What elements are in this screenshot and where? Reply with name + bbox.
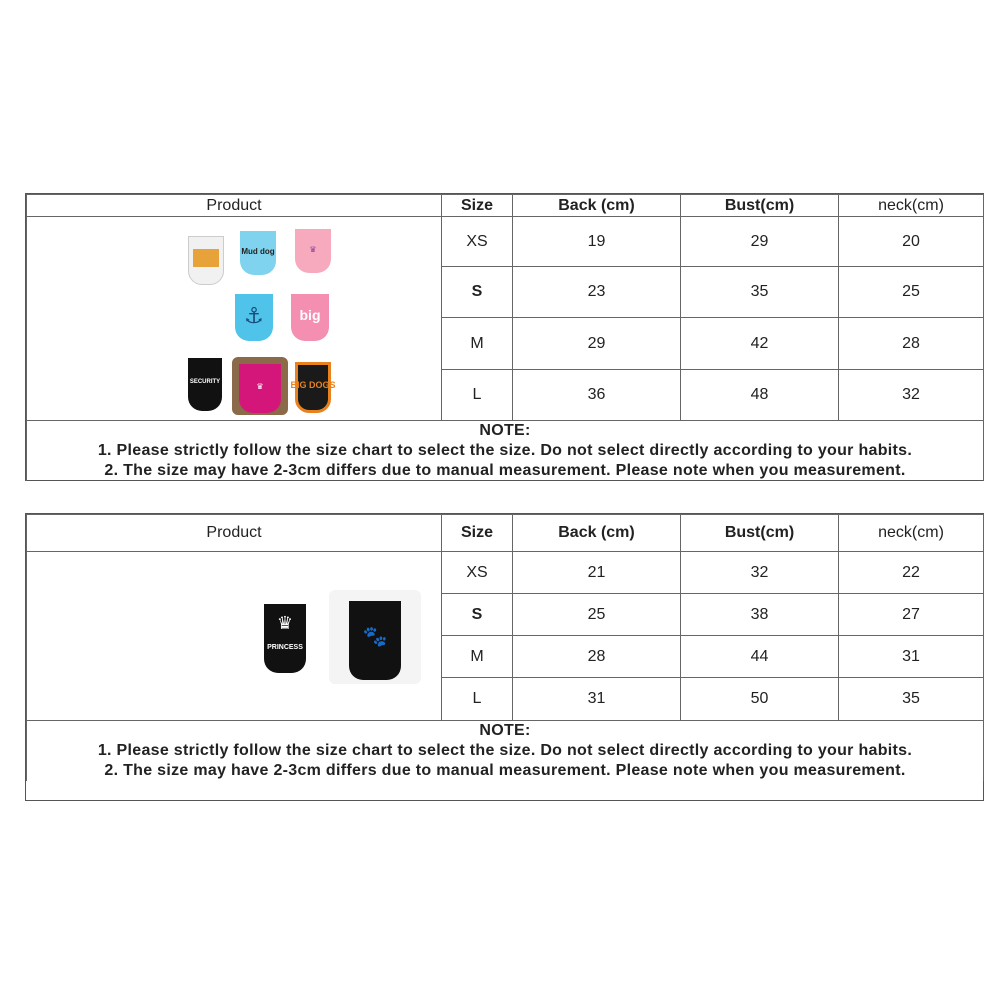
product-shirt-princess: ♛ PRINCESS (257, 594, 313, 676)
product-shirt-blue-anchor: ⚓ (229, 287, 279, 343)
cell-bust: 32 (681, 552, 839, 594)
cell-neck: 31 (839, 636, 984, 678)
cell-neck: 27 (839, 594, 984, 636)
header-back: Back (cm) (513, 515, 681, 552)
header-size: Size (442, 515, 513, 552)
cell-size: S (442, 594, 513, 636)
cell-back: 28 (513, 636, 681, 678)
product-shirt-magenta: ♛ (232, 357, 288, 415)
note-line-2: 2. The size may have 2-3cm differs due to manual measurement. Please note when you measurement. (104, 762, 906, 779)
table-row (27, 552, 984, 594)
cell-neck: 22 (839, 552, 984, 594)
note-block (27, 421, 984, 482)
product-shirt-pink-crown: ♛ (289, 223, 337, 275)
product-shirt-big-dogs: BIG DOGS (289, 355, 337, 415)
cell-bust: 50 (681, 678, 839, 721)
header-neck: neck(cm) (839, 195, 984, 217)
size-chart-2 (25, 513, 984, 801)
cell-size: M (442, 636, 513, 678)
product-images (27, 217, 442, 421)
cell-back: 31 (513, 678, 681, 721)
header-product: Product (27, 195, 442, 217)
cell-bust: 44 (681, 636, 839, 678)
product-images (27, 552, 442, 721)
size-table-1 (26, 194, 984, 481)
cell-neck: 20 (839, 217, 984, 267)
cell-size: M (442, 318, 513, 369)
cell-neck: 32 (839, 369, 984, 420)
header-neck: neck(cm) (839, 515, 984, 552)
note-line-1: 1. Please strictly follow the size chart to select the size. Do not select directly according to your habits. (97, 742, 913, 759)
cell-back: 21 (513, 552, 681, 594)
header-size: Size (442, 195, 513, 217)
header-bust: Bust(cm) (681, 195, 839, 217)
product-shirt-white (182, 229, 230, 287)
cell-back: 25 (513, 594, 681, 636)
product-shirt-light-blue: Mud dog (234, 225, 282, 277)
header-row (27, 195, 984, 217)
header-bust: Bust(cm) (681, 515, 839, 552)
cell-bust: 35 (681, 267, 839, 318)
cell-back: 19 (513, 217, 681, 267)
header-product: Product (27, 515, 442, 552)
product-shirt-pink-big: big (285, 287, 335, 343)
product-shirt-paw: 🐾 (329, 590, 421, 684)
cell-size: XS (442, 217, 513, 267)
cell-size: S (442, 267, 513, 318)
cell-neck: 35 (839, 678, 984, 721)
note-line-1: 1. Please strictly follow the size chart to select the size. Do not select directly according to your habits. (97, 442, 913, 459)
cell-bust: 38 (681, 594, 839, 636)
cell-neck: 25 (839, 267, 984, 318)
note-row (27, 421, 984, 482)
cell-bust: 29 (681, 217, 839, 267)
cell-back: 36 (513, 369, 681, 420)
cell-back: 29 (513, 318, 681, 369)
cell-size: L (442, 678, 513, 721)
product-shirt-security: SECURITY (182, 351, 228, 413)
cell-bust: 48 (681, 369, 839, 420)
table-row (27, 217, 984, 267)
cell-back: 23 (513, 267, 681, 318)
cell-size: XS (442, 552, 513, 594)
note-block (27, 721, 984, 782)
note-title: NOTE: (479, 422, 531, 439)
header-row (27, 515, 984, 552)
note-line-2: 2. The size may have 2-3cm differs due to manual measurement. Please note when you measurement. (104, 462, 906, 479)
cell-size: L (442, 369, 513, 420)
note-row (27, 721, 984, 782)
cell-bust: 42 (681, 318, 839, 369)
cell-neck: 28 (839, 318, 984, 369)
header-back: Back (cm) (513, 195, 681, 217)
note-title: NOTE: (479, 722, 531, 739)
size-table-2 (26, 514, 984, 781)
size-chart-1 (25, 193, 984, 481)
